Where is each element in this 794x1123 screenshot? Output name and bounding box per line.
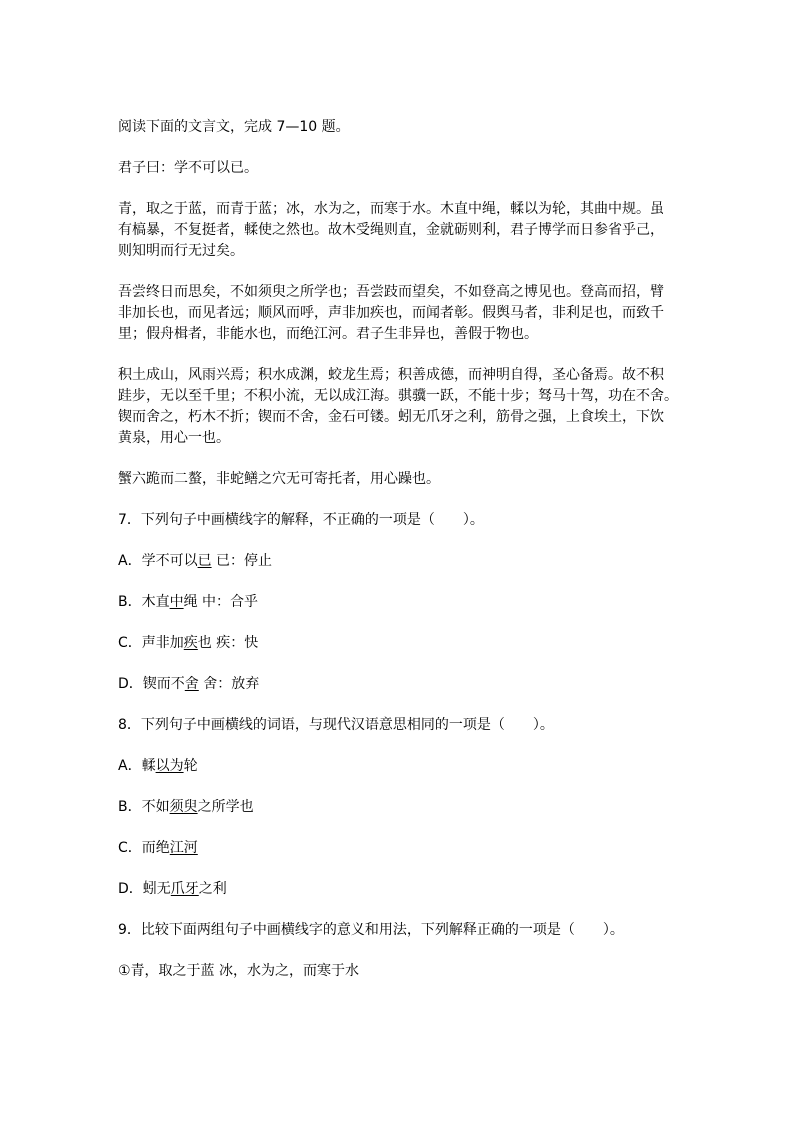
question-7-option-c <box>118 633 688 654</box>
underlined-word: 中 <box>169 594 184 610</box>
passage-line: 锲而舍之，朽木不折；锲而不舍，金石可镂。蚓无爪牙之利，筋骨之强，上食埃土，下饮 <box>118 409 664 425</box>
option-text: 锲而不 <box>142 676 185 692</box>
passage-line: 君子曰：学不可以已。 <box>118 160 258 176</box>
option-label: C． <box>118 635 142 651</box>
question-8-option-c <box>118 838 688 859</box>
question-9-item-1: ①青，取之于蓝 冰，水为之，而寒于水 <box>118 963 359 979</box>
option-text: 木直 <box>141 594 170 610</box>
passage-line: 则知明而行无过矣。 <box>118 243 244 259</box>
option-text: 不如 <box>141 799 170 815</box>
option-text: 声非加 <box>141 635 184 651</box>
option-note: 疾：快 <box>211 635 259 651</box>
option-text: 而绝 <box>141 840 170 856</box>
underlined-word: 疾 <box>183 635 198 651</box>
question-8-option-b <box>118 797 688 818</box>
option-note: 中：合乎 <box>197 594 259 610</box>
document-page <box>118 117 688 1002</box>
question-8-option-a <box>118 756 688 777</box>
option-text: 之利 <box>198 881 227 897</box>
passage-line: 跬步，无以至千里；不积小流，无以成江海。骐骥一跃，不能十步；驽马十驾，功在不舍。 <box>118 388 678 404</box>
option-label: D． <box>118 676 143 692</box>
question-8-stem: 8．下列句子中画横线的词语，与现代汉语意思相同的一项是（ ）。 <box>118 717 554 733</box>
underlined-word: 爪牙 <box>170 881 199 897</box>
passage-paragraph-3 <box>118 282 688 345</box>
intro-text: 阅读下面的文言文，完成 7—10 题。 <box>118 119 350 135</box>
passage-paragraph-5 <box>118 469 688 490</box>
underlined-word: 江河 <box>169 840 198 856</box>
passage-line: 吾尝终日而思矣，不如须臾之所学也；吾尝跂而望矣，不如登高之博见也。登高而招，臂 <box>118 284 664 300</box>
question-8-option-d <box>118 879 688 900</box>
passage-paragraph-4 <box>118 365 688 449</box>
question-7-option-a <box>118 551 688 572</box>
option-label: A． <box>118 553 142 569</box>
question-7-option-b <box>118 592 688 613</box>
option-label: B． <box>118 799 142 815</box>
passage-paragraph-1 <box>118 158 688 179</box>
passage-line: 有槁暴，不复挺者，輮使之然也。故木受绳则直，金就砺则利，君子博学而日参省乎己， <box>118 222 664 238</box>
option-label: D． <box>118 881 143 897</box>
passage-line: 黄泉，用心一也。 <box>118 430 230 446</box>
option-text: 蚓无 <box>142 881 171 897</box>
underlined-word: 以为 <box>155 758 184 774</box>
passage-line: 非加长也，而见者远；顺风而呼，声非加疾也，而闻者彰。假舆马者，非利足也，而致千 <box>118 305 664 321</box>
passage-paragraph-2 <box>118 199 688 262</box>
question-9-stem: 9．比较下面两组句子中画横线字的意义和用法，下列解释正确的一项是（ ）。 <box>118 922 624 938</box>
option-label: A． <box>118 758 142 774</box>
underlined-word: 已 <box>197 553 212 569</box>
question-7-option-d <box>118 674 688 695</box>
option-text: 绳 <box>183 594 198 610</box>
option-label: B． <box>118 594 142 610</box>
option-label: C． <box>118 840 142 856</box>
passage-line: 里；假舟楫者，非能水也，而绝江河。君子生非异也，善假于物也。 <box>118 326 538 342</box>
option-text: 学不可以 <box>141 553 198 569</box>
passage-line: 青，取之于蓝，而青于蓝；冰，水为之，而寒于水。木直中绳，輮以为轮，其曲中规。虽 <box>118 201 664 217</box>
option-text: 之所学也 <box>197 799 254 815</box>
option-text: 轮 <box>183 758 198 774</box>
option-text: 輮 <box>141 758 156 774</box>
passage-line: 蟹六跪而二螯，非蛇鳝之穴无可寄托者，用心躁也。 <box>118 471 440 487</box>
option-note: 已：停止 <box>211 553 273 569</box>
option-note: 舍：放弃 <box>198 676 260 692</box>
option-text: 也 <box>197 635 212 651</box>
question-7-stem: 7．下列句子中画横线字的解释，不正确的一项是（ ）。 <box>118 512 484 528</box>
passage-line: 积土成山，风雨兴焉；积水成渊，蛟龙生焉；积善成德，而神明自得，圣心备焉。故不积 <box>118 367 664 383</box>
underlined-word: 须臾 <box>169 799 198 815</box>
underlined-word: 舍 <box>184 676 199 692</box>
